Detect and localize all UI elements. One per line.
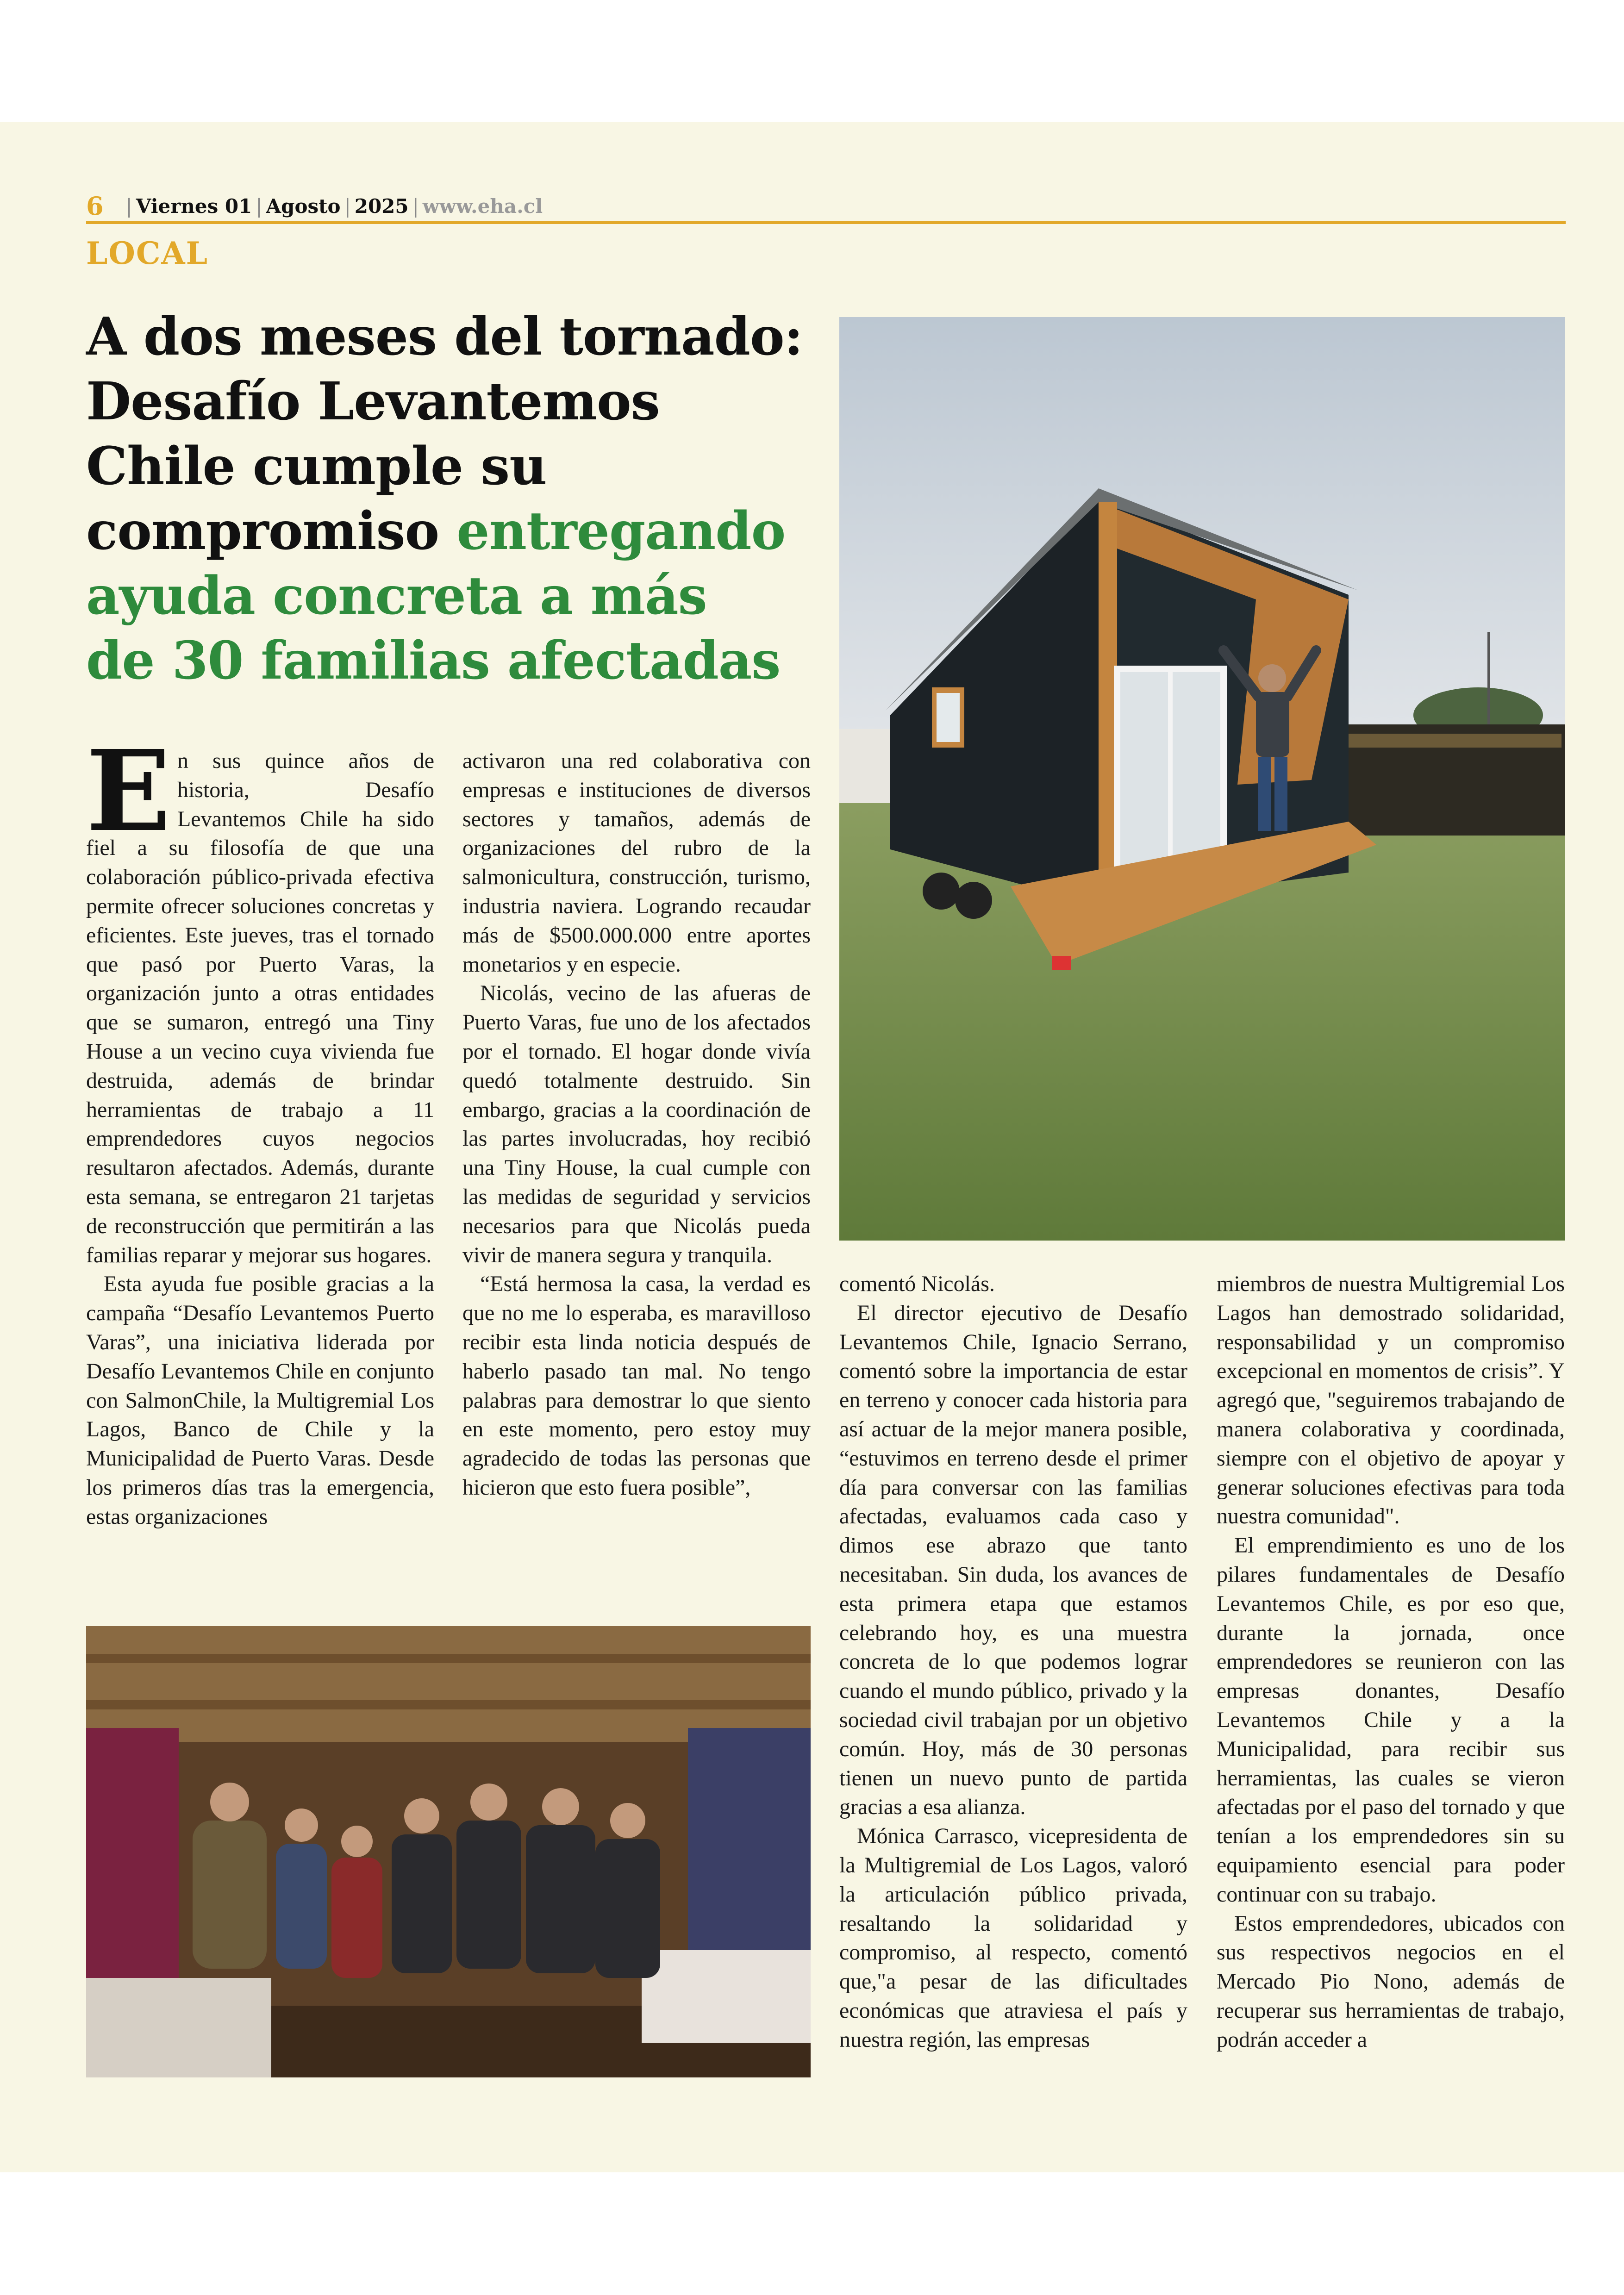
paragraph: Mónica Carrasco, vicepresidenta de la Multigremial de Los Lagos, valoró la articulación público privada, resaltando la solidaridad y compromiso, al respecto, comentó que,"a pesar de las dificultades económicas que atraviesa el país y nuestra región, las empresas [839, 1824, 1187, 2052]
group-photo [86, 1626, 811, 2077]
headline-line: compromiso [86, 501, 439, 561]
article-column-4 [1217, 1270, 1565, 2055]
headline [86, 305, 818, 693]
paragraph: Estos emprendedores, ubicados con sus respectivos negocios en el Mercado Pio Nono, además de recuperar sus herramientas de trabajo, podrán acceder a [1217, 1911, 1565, 2052]
headline-line: A dos meses del tornado: [86, 306, 803, 367]
paragraph [86, 726, 434, 1270]
section-label: LOCAL [86, 235, 209, 271]
header-month: Agosto [266, 194, 341, 218]
article-column-3 [839, 1270, 1187, 2055]
page-number: 6 [86, 191, 104, 221]
headline-highlight: de 30 familias afectadas [86, 630, 781, 691]
paragraph: Nicolás, vecino de las afueras de Puerto Varas, fue uno de los afectados por el tornado. El hogar donde vivía quedó totalmente destruido. Sin embargo, gracias a la coordinación de las partes involucradas, hoy recibió una Tiny House, la cual cumple con las medidas de seguridad y servicios necesarios para que Nicolás pueda vivir de manera segura y tranquila. [462, 981, 811, 1267]
paragraph-text: n sus quince años de historia, Desafío Levantemos Chile ha sido fiel a su filosofía de que una colaboración público-privada efectiva permite ofrecer soluciones concretas y eficientes. Este jueves, tras el tornado que pasó por Puerto Varas, la organización junto a otras entidades que se sumaron, entregó una Tiny House a un vecino cuya vivienda fue destruida, además de brindar herramientas de trabajo a 11 emprendedores cuyos negocios resultaron afectados. Además, durante esta semana, se entregaron 21 tarjetas de reconstrucción que permitirán a las familias reparar y mejorar sus hogares. [86, 748, 434, 1267]
headline-line: Chile cumple su [86, 436, 547, 497]
paragraph: El director ejecutivo de Desafío Levantemos Chile, Ignacio Serrano, comentó sobre la importancia de estar en terreno y conocer cada historia para así actuar de la mejor manera posible, “estuvimos en terreno desde el primer día para conversar con las familias afectadas, evaluamos cada caso y dimos ese abrazo que tanto necesitaban. Sin duda, los avances de esta primera etapa que estamos celebrando hoy, es una muestra concreta de lo que podemos lograr cuando el mundo público, privado y la sociedad civil trabajan por un objetivo común. Hoy, más de 30 personas tienen un nuevo punto de partida gracias a esa alianza. [839, 1300, 1187, 1820]
paragraph: activaron una red colaborativa con empresas e instituciones de diversos sectores y tamaños, además de organizaciones del rubro de la salmonicultura, construcción, turismo, industria naviera. Logrando recaudar más de $500.000.000 entre aportes monetarios y en especie. [462, 748, 811, 977]
tiny-house-photo [839, 317, 1565, 1241]
paragraph: miembros de nuestra Multigremial Los Lagos han demostrado solidaridad, responsabilidad y un compromiso excepcional en momentos de crisis”. Y agregó que, "seguiremos trabajando de manera colaborativa y coordinada, siempre con el objetivo de apoyar y generar soluciones efectivas para toda nuestra comunidad". [1217, 1272, 1565, 1529]
separator: | [412, 194, 419, 218]
headline-highlight: entregando [456, 501, 786, 561]
headline-line: Desafío Levantemos [86, 371, 660, 432]
newspaper-page [0, 122, 1624, 2172]
paragraph: comentó Nicolás. [839, 1272, 995, 1296]
drop-cap: E [86, 726, 171, 856]
separator: | [344, 194, 351, 218]
headline-highlight: ayuda concreta a más [86, 566, 707, 626]
article-column-1 [86, 726, 434, 1532]
paragraph: Esta ayuda fue posible gracias a la campaña “Desafío Levantemos Puerto Varas”, una iniciativa liderada por Desafío Levantemos Chile en conjunto con SalmonChile, la Multigremial Los Lagos, Banco de Chile y la Municipalidad de Puerto Varas. Desde los primeros días tras la emergencia, estas organizaciones [86, 1272, 434, 1529]
separator: | [125, 194, 132, 218]
article-column-2 [462, 747, 811, 1503]
separator: | [256, 194, 262, 218]
header-day: Viernes 01 [136, 194, 252, 218]
paragraph: “Está hermosa la casa, la verdad es que no me lo esperaba, es maravilloso recibir esta linda noticia después de haberlo pasado tan mal. No tengo palabras para demostrar lo que siento en este momento, pero estoy muy agradecido de todas las personas que hicieron que esto fuera posible”, [462, 1272, 811, 1500]
paragraph: El emprendimiento es uno de los pilares fundamentales de Desafío Levantemos Chile, es por eso que, durante la jornada, once emprendedores se reunieron con las empresas donantes, Desafío Levantemos Chile y a la Municipalidad, para recibir sus herramientas, las cuales se vieron afectadas por el paso del tornado y que tenían a los emprendedores sin su equipamiento esencial para poder continuar con su trabajo. [1217, 1533, 1565, 1907]
header-year: 2025 [354, 194, 409, 218]
page-header [86, 191, 1566, 224]
header-website-link[interactable]: www.eha.cl [422, 194, 543, 218]
